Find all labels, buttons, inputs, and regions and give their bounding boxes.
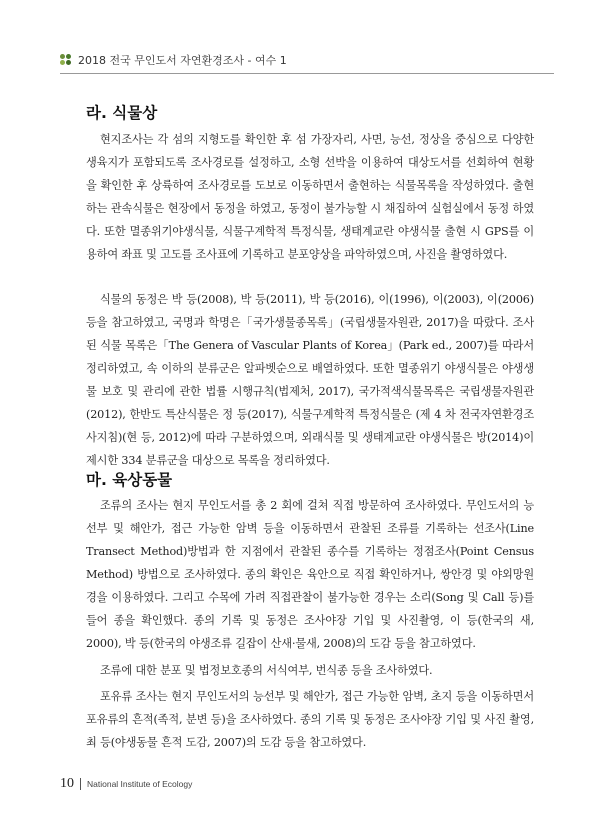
- paragraph: 식물의 동정은 박 등(2008), 박 등(2011), 박 등(2016), 이(1996), 이(2003), 이(2006) 등을 참고하였고, 국명과 학명은「국가생물종목록」(국립생물자원관, 2017)을 따랐다. 조사된 식물 목록은「The Genera of Vascular Plants of Korea」(Park ed., 2007)를 따라서 정리하였고, 속 이하의 분류군은 알파벳순으로 배열하였다. 또한 멸종위기 야생식물은 야생생물 보호 및 관리에 관한 법률 시행규칙(법제처, 2017), 국가적색식물목록은 국립생물자원관(2012), 한반도 특산식물은 정 등(2017), 식물구계학적 특정식물은 (제 4 차 전국자연환경조사지침)(현 등, 2012)에 따라 구분하였으며, 외래식물 및 생태계교란 야생식물은 방(2014)이 제시한 334 분류군을 대상으로 목록을 정리하였다.: [86, 293, 534, 467]
- footer-divider: [80, 778, 81, 790]
- header-title: 2018 전국 무인도서 자연환경조사 - 여수 1: [78, 54, 287, 67]
- paragraph: 포유류 조사는 현지 무인도서의 능선부 및 해안가, 접근 가능한 암벽, 초지 등을 이동하면서 포유류의 흔적(족적, 분변 등)을 조사하였다. 종의 기록 및 동정은 조사야장 기입 및 사진 촬영, 최 등(야생동물 흔적 도감, 2007)의 도감 등을 참고하였다.: [86, 690, 534, 749]
- page-number: 10: [60, 776, 74, 791]
- footer-organization: National Institute of Ecology: [87, 779, 193, 789]
- dot-1: [60, 54, 65, 59]
- section-title-flora: 라. 식물상: [86, 104, 158, 122]
- page-footer: [60, 776, 192, 792]
- running-header: [60, 50, 554, 70]
- paragraph: 조류의 조사는 현지 무인도서를 총 2 회에 걸쳐 직접 방문하여 조사하였다. 무인도서의 능선부 및 해안가, 접근 가능한 암벽 등을 이동하면서 관찰된 조류를 기록하는 선조사(Line Transect Method)방법과 한 지점에서 관찰된 종수를 기록하는 정점조사(Point Census Method) 방법으로 조사하였다. 종의 확인은 육안으로 직접 확인하거나, 쌍안경 및 야외망원경을 이용하였다. 그리고 수목에 가려 직접관찰이 불가능한 경우는 소리(Song 및 Call 등)를 들어 종을 확인했다. 종의 기록 및 동정은 조사야장 기입 및 사진촬영, 이 등(한국의 새, 2000), 박 등(한국의 야생조류 길잡이 산새·물새, 2008)의 도감 등을 참고하였다.: [86, 499, 534, 650]
- dot-4: [66, 60, 71, 65]
- dot-3: [60, 60, 65, 65]
- dot-2: [66, 54, 71, 59]
- paragraph: 조류에 대한 분포 및 법정보호종의 서식여부, 번식종 등을 조사하였다.: [100, 664, 433, 677]
- section-title-terrestrial-animals: 마. 육상동물: [86, 471, 173, 489]
- paragraph: 현지조사는 각 섬의 지형도를 확인한 후 섬 가장자리, 사면, 능선, 정상을 중심으로 다양한 생육지가 포함되도록 조사경로를 설정하고, 소형 선박을 이용하여 대상도서를 선회하여 현황을 확인한 후 상륙하여 조사경로를 도보로 이동하면서 출현하는 식물목록을 작성하였다. 출현하는 관속식물은 현장에서 동정을 하였고, 동정이 불가능할 시 채집하여 실험실에서 동정 하였다. 또한 멸종위기야생식물, 식물구계학적 특정식물, 생태계교란 야생식물 출현 시 GPS를 이용하여 좌표 및 고도를 조사표에 기록하고 분포양상을 파악하였으며, 사진을 촬영하였다.: [86, 133, 534, 261]
- leaf-cluster-icon: [60, 54, 72, 66]
- header-divider: [60, 73, 554, 74]
